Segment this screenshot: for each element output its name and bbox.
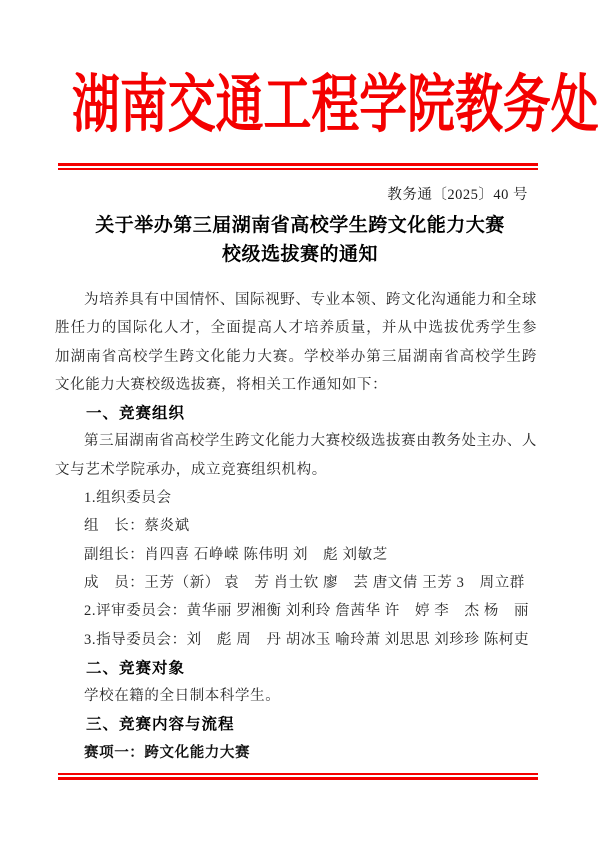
section-1-line-members: 成 员：王芳（新） 袁 芳 肖士钦 廖 芸 唐文倩 王芳 3 周立群 [84, 574, 525, 591]
section-2-heading: 二、竞赛对象 [86, 658, 186, 677]
section-1-line-guidance-committee: 3.指导委员会：刘 彪 周 丹 胡冰玉 喻玲萧 刘思思 刘珍珍 陈柯吏 [84, 631, 530, 648]
section-1-heading: 一、竞赛组织 [86, 404, 186, 423]
section-1-line-deputy-leaders: 副组长：肖四喜 石峥嵘 陈伟明 刘 彪 刘敏芝 [84, 546, 388, 563]
document-title [0, 211, 600, 269]
document-title-line1: 关于举办第三届湖南省高校学生跨文化能力大赛 [95, 214, 505, 236]
section-1-line-review-committee: 2.评审委员会：黄华丽 罗湘衡 刘利玲 詹茜华 许 婷 李 杰 杨 丽 [84, 603, 530, 620]
section-3-heading: 三、竞赛内容与流程 [86, 715, 235, 734]
section-2-line-eligibility: 学校在籍的全日制本科学生。 [84, 688, 281, 705]
header-rule-thick [58, 163, 538, 166]
document-body [55, 286, 537, 767]
intro-paragraph: 为培养具有中国情怀、国际视野、专业本领、跨文化沟通能力和全球胜任力的国际化人才，全面提高人才培养质量，并从中选拔优秀学生参加湖南省高校学生跨文化能力大赛。学校举办第三届湖南省高校学生跨文化能力大赛校级选拔赛，将相关工作通知如下： [55, 292, 537, 393]
footer-double-rule [58, 773, 538, 780]
section-3-line-event-1: 赛项一：跨文化能力大赛 [84, 744, 251, 761]
document-title-line2: 校级选拔赛的通知 [221, 243, 378, 265]
header-rule-thin [58, 168, 538, 170]
section-1-line-org-committee: 1.组织委员会 [84, 490, 172, 507]
footer-rule-thick [58, 777, 538, 780]
section-1-line-leader: 组 长：蔡炎斌 [84, 518, 190, 535]
document-number: 教务通〔2025〕40 号 [387, 187, 528, 203]
masthead-title: 湖南交通工程学院教务处 [72, 67, 599, 141]
section-1-intro: 第三届湖南省高校学生跨文化能力大赛校级选拔赛由教务处主办、人文与艺术学院承办，成立竞赛组织机构。 [55, 433, 537, 478]
footer-rule-thin [58, 773, 538, 775]
header-double-rule [58, 163, 538, 170]
